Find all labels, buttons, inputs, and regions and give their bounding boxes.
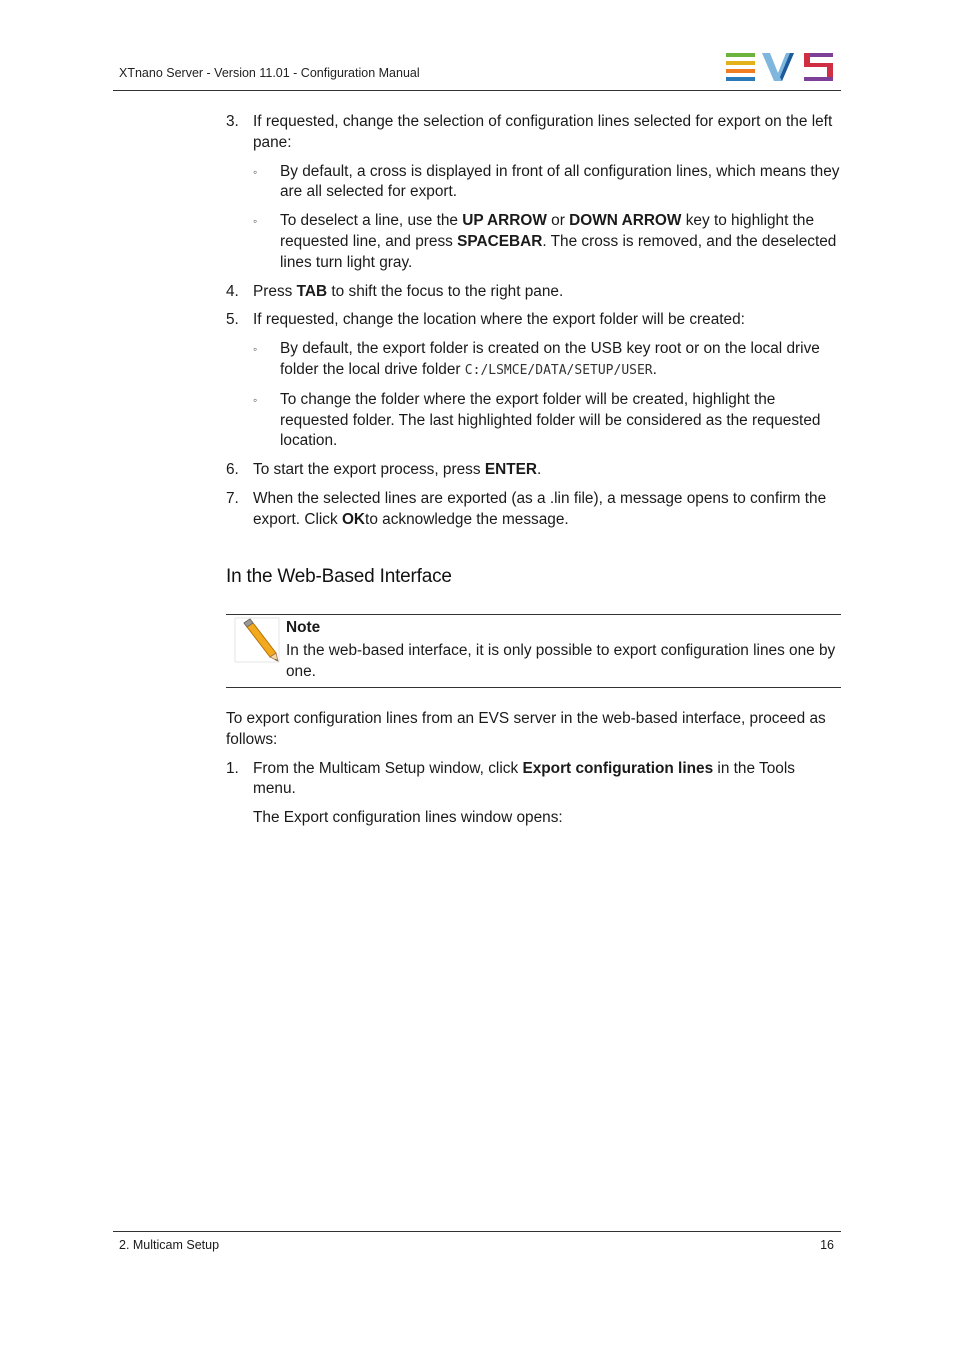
sub-text: key to highlight the requested line, and press — [280, 212, 815, 250]
step-text: From the Multicam Setup window, click — [253, 759, 523, 777]
sub-item — [253, 162, 841, 204]
sub-item — [253, 211, 841, 273]
bullet-icon: ◦ — [253, 392, 258, 407]
sub-text: To deselect a line, use the — [280, 212, 463, 230]
step-7 — [226, 489, 841, 531]
step-text: to acknowledge the message. — [365, 510, 569, 528]
bullet-icon: ◦ — [253, 342, 258, 357]
step-text: in the Tools menu. — [253, 759, 795, 798]
step-text: To start the export process, press — [253, 461, 485, 479]
page-number: 16 — [820, 1238, 834, 1252]
header-title: XTnano Server - Version 11.01 - Configuration Manual — [119, 66, 420, 80]
sub-text: By default, a cross is displayed in front of all configuration lines, which means they are all selected for export. — [280, 162, 840, 201]
step-text: If requested, change the location where the export folder will be created: — [253, 311, 745, 329]
step-text: . — [537, 461, 542, 479]
step-text: to shift the focus to the right pane. — [327, 282, 564, 300]
step-text: When the selected lines are exported (as a .lin file), a message opens to confirm the export. Click — [253, 489, 827, 528]
section-heading: In the Web-Based Interface — [226, 566, 452, 587]
sub-text: . The cross is removed, and the deselected lines turn light gray. — [280, 232, 837, 271]
step-text: Press — [253, 282, 297, 300]
bullet-icon: ◦ — [253, 164, 258, 179]
sub-text: By default, the export folder is created on the USB key root or on the local drive folder the local drive folder — [280, 340, 820, 378]
procedure-steps — [226, 112, 841, 539]
key-name: ENTER — [484, 461, 537, 479]
step-number: 4. — [226, 282, 239, 300]
footer-rule — [113, 1231, 841, 1232]
sub-text: . — [652, 360, 657, 378]
sub-item — [253, 339, 841, 382]
intro-paragraph: To export configuration lines from an EVS server in the web-based interface, proceed as follows: — [226, 710, 826, 748]
menu-command: Export configuration lines — [522, 759, 714, 777]
step-number: 3. — [226, 113, 239, 130]
folder-path: C:/LSMCE/DATA/SETUP/USER — [464, 362, 653, 378]
sub-item — [253, 390, 841, 452]
footer-section: 2. Multicam Setup — [119, 1238, 220, 1252]
step-number: 5. — [226, 311, 239, 329]
key-name: TAB — [296, 282, 328, 300]
key-name: DOWN ARROW — [569, 212, 682, 230]
step-number: 6. — [226, 461, 239, 479]
step-number: 1. — [226, 759, 239, 777]
step-3 — [226, 112, 841, 274]
button-name: OK — [341, 510, 366, 528]
web-interface-procedure — [226, 709, 841, 829]
header-rule — [113, 90, 841, 91]
step-5 — [226, 310, 841, 452]
pencil-icon — [234, 617, 280, 663]
step-result: The Export configuration lines window opens: — [253, 809, 563, 827]
step-text: If requested, change the selection of configuration lines selected for export on the left pane: — [253, 113, 833, 151]
key-name: UP ARROW — [462, 212, 547, 230]
bullet-icon: ◦ — [253, 214, 258, 229]
key-name: SPACEBAR — [457, 232, 543, 250]
evs-logo — [726, 53, 834, 81]
note-text: In the web-based interface, it is only possible to export configuration lines one by one. — [286, 642, 836, 680]
note-box — [226, 614, 841, 688]
step-4 — [226, 282, 841, 303]
step-6 — [226, 460, 841, 481]
step-number: 7. — [226, 489, 239, 507]
note-title: Note — [286, 619, 321, 636]
step-1 — [226, 759, 841, 801]
sub-text: To change the folder where the export folder will be created, highlight the requested folder. The last highlighted folder will be considered as the requested location. — [280, 390, 821, 450]
sub-text: or — [546, 212, 570, 230]
